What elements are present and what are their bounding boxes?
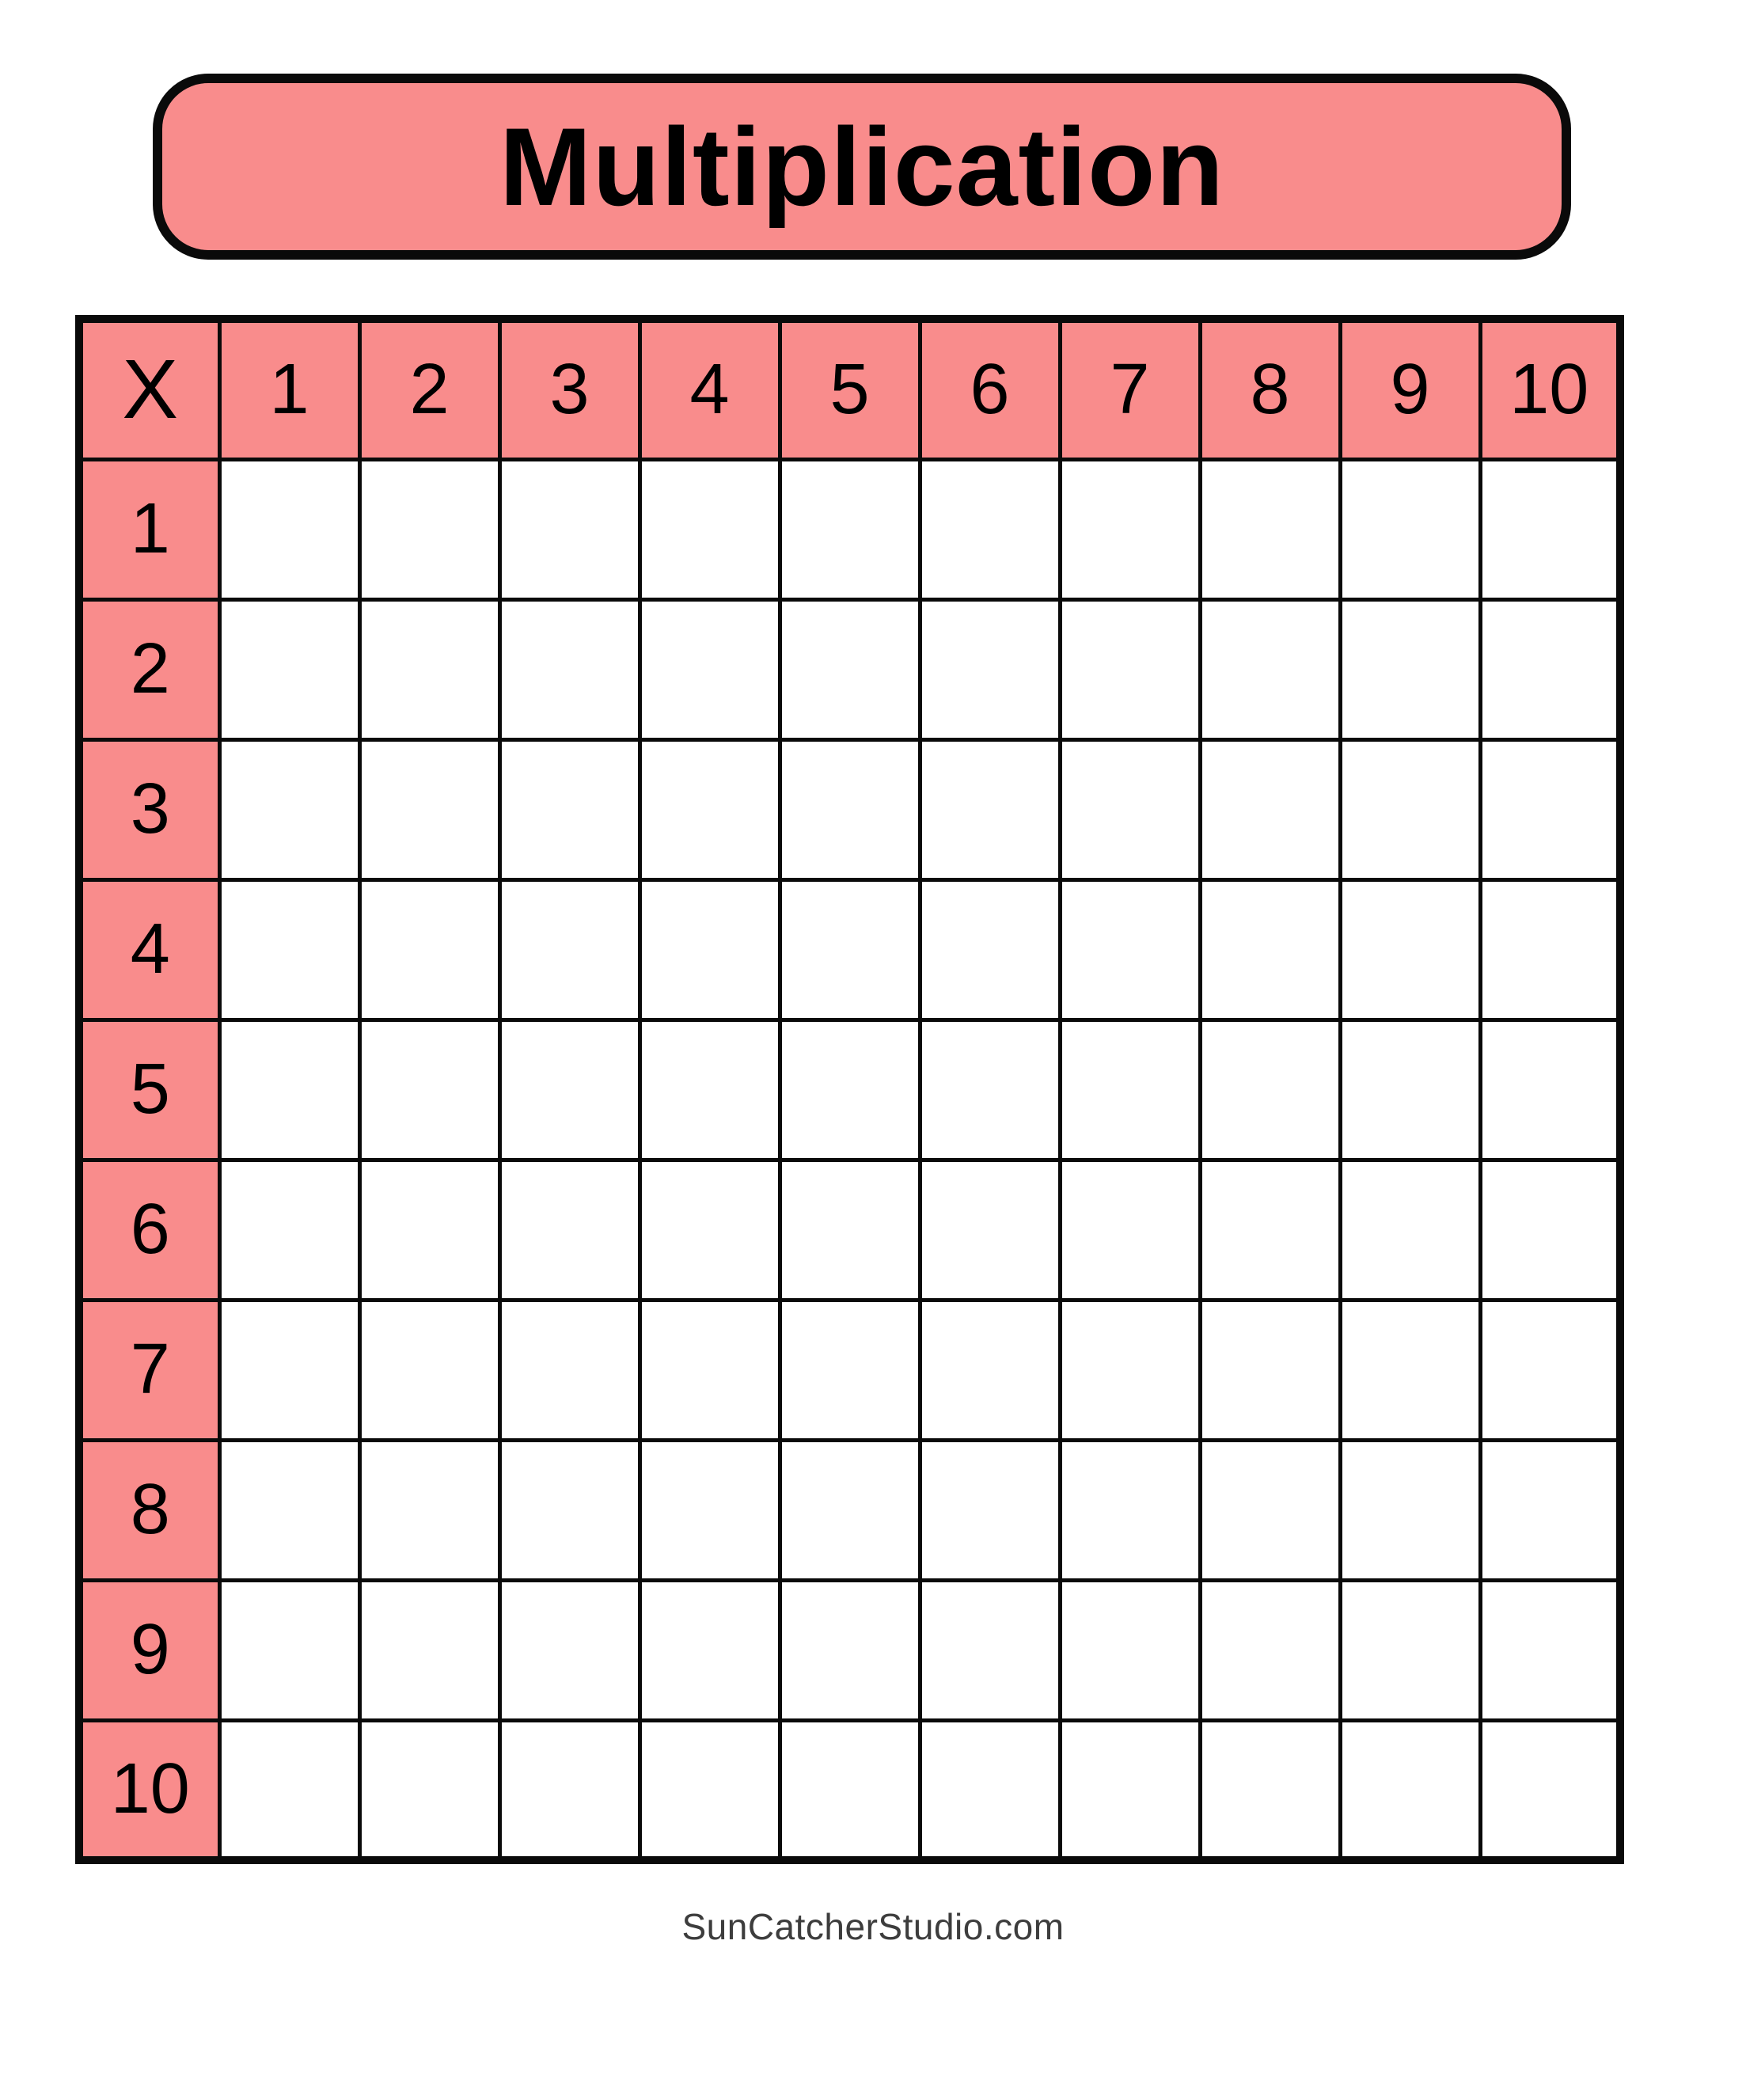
grid-cell (1480, 1020, 1620, 1160)
grid-cell (920, 739, 1060, 879)
grid-cell (359, 599, 499, 739)
grid-cell (640, 1580, 780, 1720)
table-row (79, 599, 1620, 739)
grid-cell (359, 879, 499, 1020)
grid-cell (219, 1300, 359, 1440)
row-header-cell: 9 (79, 1580, 219, 1720)
grid-cell (1200, 1440, 1340, 1580)
grid-cell (780, 1720, 920, 1860)
grid-cell (1340, 879, 1480, 1020)
table-row (79, 1160, 1620, 1300)
grid-cell (920, 1580, 1060, 1720)
grid-cell (499, 599, 640, 739)
grid-cell (640, 1020, 780, 1160)
grid-cell (640, 1720, 780, 1860)
grid-cell (1480, 739, 1620, 879)
grid-cell (1340, 1160, 1480, 1300)
grid-cell (359, 1580, 499, 1720)
grid-cell (1060, 1300, 1200, 1440)
grid-cell (499, 1160, 640, 1300)
table-row (79, 1020, 1620, 1160)
grid-cell (1340, 739, 1480, 879)
table-row (79, 1580, 1620, 1720)
table-row (79, 1300, 1620, 1440)
grid-cell (920, 1720, 1060, 1860)
table-row (79, 879, 1620, 1020)
grid-cell (1480, 1300, 1620, 1440)
grid-cell (499, 1300, 640, 1440)
table-row (79, 459, 1620, 599)
page-title-banner (153, 74, 1571, 260)
grid-cell (780, 739, 920, 879)
grid-cell (359, 1720, 499, 1860)
grid-cell (1340, 1440, 1480, 1580)
grid-cell (640, 1300, 780, 1440)
grid-cell (640, 1160, 780, 1300)
column-header-cell: 6 (920, 319, 1060, 459)
grid-cell (780, 1580, 920, 1720)
grid-cell (1480, 459, 1620, 599)
grid-cell (1340, 599, 1480, 739)
grid-cell (780, 599, 920, 739)
grid-cell (359, 739, 499, 879)
table-row (79, 739, 1620, 879)
grid-cell (1480, 879, 1620, 1020)
grid-cell (359, 1300, 499, 1440)
row-header-cell: 2 (79, 599, 219, 739)
column-header-row (79, 319, 1620, 459)
grid-cell (640, 459, 780, 599)
column-header-cell: 10 (1480, 319, 1620, 459)
grid-cell (1060, 599, 1200, 739)
grid-cell (1200, 1160, 1340, 1300)
grid-cell (1200, 459, 1340, 599)
row-header-cell: 3 (79, 739, 219, 879)
multiplication-table (75, 315, 1624, 1864)
grid-cell (920, 1160, 1060, 1300)
grid-cell (1200, 739, 1340, 879)
table-row (79, 1720, 1620, 1860)
grid-cell (1060, 1580, 1200, 1720)
row-header-cell: 6 (79, 1160, 219, 1300)
grid-cell (219, 1580, 359, 1720)
grid-cell (1340, 1020, 1480, 1160)
grid-cell (1480, 1440, 1620, 1580)
page-title: Multiplication (499, 104, 1225, 229)
grid-cell (640, 1440, 780, 1580)
grid-cell (1200, 1020, 1340, 1160)
column-header-cell: 1 (219, 319, 359, 459)
grid-cell (219, 1720, 359, 1860)
grid-cell (499, 1580, 640, 1720)
grid-cell (920, 1020, 1060, 1160)
grid-cell (920, 599, 1060, 739)
footer-credit: SunCatcherStudio.com (681, 1906, 1065, 1947)
grid-cell (1200, 1720, 1340, 1860)
grid-cell (920, 1440, 1060, 1580)
grid-cell (499, 1440, 640, 1580)
grid-cell (920, 459, 1060, 599)
row-header-cell: 7 (79, 1300, 219, 1440)
grid-cell (1200, 599, 1340, 739)
grid-cell (640, 739, 780, 879)
grid-cell (1340, 459, 1480, 599)
grid-cell (640, 879, 780, 1020)
table-row (79, 1440, 1620, 1580)
column-header-cell: 9 (1340, 319, 1480, 459)
grid-cell (780, 1300, 920, 1440)
grid-cell (1200, 879, 1340, 1020)
row-header-cell: 1 (79, 459, 219, 599)
grid-cell (219, 599, 359, 739)
grid-cell (780, 1020, 920, 1160)
grid-cell (359, 459, 499, 599)
grid-cell (1340, 1580, 1480, 1720)
grid-cell (780, 1160, 920, 1300)
grid-cell (499, 879, 640, 1020)
column-header-cell: 5 (780, 319, 920, 459)
grid-cell (920, 879, 1060, 1020)
column-header-cell: 2 (359, 319, 499, 459)
grid-cell (1060, 1160, 1200, 1300)
grid-cell (499, 459, 640, 599)
row-header-cell: 8 (79, 1440, 219, 1580)
grid-cell (219, 1160, 359, 1300)
grid-cell (1480, 599, 1620, 739)
table-body (79, 459, 1620, 1860)
grid-cell (780, 459, 920, 599)
grid-cell (359, 1160, 499, 1300)
grid-cell (1480, 1580, 1620, 1720)
grid-cell (1480, 1160, 1620, 1300)
grid-cell (499, 1020, 640, 1160)
grid-cell (1340, 1300, 1480, 1440)
column-header-cell: 4 (640, 319, 780, 459)
corner-operator-cell: X (79, 319, 219, 459)
grid-cell (499, 739, 640, 879)
grid-cell (1340, 1720, 1480, 1860)
grid-cell (219, 1440, 359, 1580)
grid-cell (1060, 459, 1200, 599)
grid-cell (359, 1020, 499, 1160)
grid-cell (920, 1300, 1060, 1440)
grid-cell (359, 1440, 499, 1580)
grid-cell (1200, 1300, 1340, 1440)
row-header-cell: 4 (79, 879, 219, 1020)
grid-cell (640, 599, 780, 739)
column-header-cell: 8 (1200, 319, 1340, 459)
grid-cell (1060, 1440, 1200, 1580)
grid-cell (219, 1020, 359, 1160)
row-header-cell: 5 (79, 1020, 219, 1160)
grid-cell (219, 739, 359, 879)
grid-cell (499, 1720, 640, 1860)
grid-cell (780, 879, 920, 1020)
grid-cell (219, 459, 359, 599)
row-header-cell: 10 (79, 1720, 219, 1860)
column-header-cell: 3 (499, 319, 640, 459)
column-header-cell: 7 (1060, 319, 1200, 459)
grid-cell (1200, 1580, 1340, 1720)
grid-cell (1060, 1720, 1200, 1860)
grid-cell (1060, 879, 1200, 1020)
grid-cell (1060, 739, 1200, 879)
grid-cell (1060, 1020, 1200, 1160)
grid-cell (219, 879, 359, 1020)
grid-cell (1480, 1720, 1620, 1860)
grid-cell (780, 1440, 920, 1580)
